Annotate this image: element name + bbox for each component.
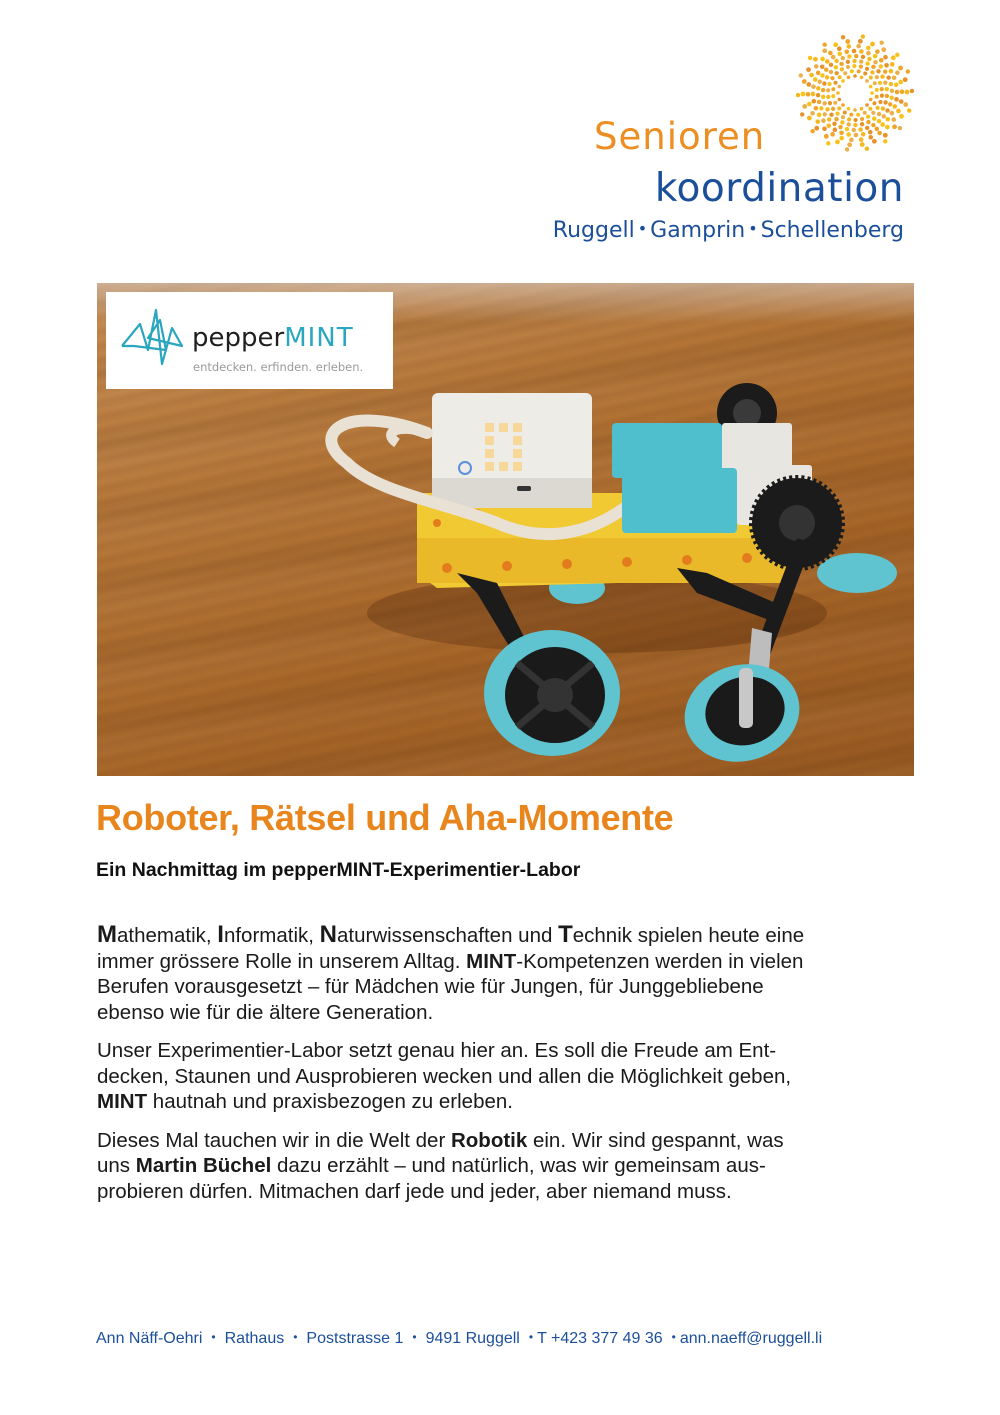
bold-mint: MINT — [97, 1090, 148, 1113]
separator-dot: • — [293, 1330, 298, 1344]
contact-name: Ann Näff-Oehri — [96, 1330, 203, 1347]
text-line — [97, 922, 927, 949]
peppermint-wordmark — [192, 325, 354, 351]
text-span: -Kompetenzen werden in vielen — [516, 949, 804, 973]
text-span: uns — [97, 1154, 136, 1177]
article-body — [97, 922, 927, 1217]
text-span: ein. Wir sind gespannt, was — [527, 1128, 784, 1152]
paragraph-lab-description — [97, 1038, 927, 1115]
text-span: immer grössere Rolle in unserem Alltag. — [97, 949, 467, 973]
separator-dot: • — [211, 1330, 216, 1344]
text-span: nformatik, — [223, 924, 320, 947]
separator-dot: • — [748, 219, 758, 238]
text-span: aturwissenschaften und — [337, 924, 559, 947]
initial-m: M — [97, 921, 117, 948]
text-line: decken, Staunen und Ausprobieren wecken und allen die Möglichkeit geben, — [97, 1064, 792, 1088]
text-span: athematik, — [117, 924, 218, 947]
separator-dot: • — [671, 1330, 676, 1344]
contact-footer — [96, 1331, 822, 1347]
paragraph-mint-intro — [97, 922, 927, 1025]
text-line — [97, 949, 927, 975]
robot-photo — [97, 283, 914, 776]
contact-phone[interactable]: T +423 377 49 36 — [537, 1330, 663, 1347]
contact-building: Rathaus — [224, 1330, 285, 1347]
text-line: Unser Experimentier-Labor setzt genau hier an. Es soll die Freude am Ent- — [97, 1039, 777, 1062]
separator-dot: • — [637, 219, 648, 238]
wordmark-pepper: pepper — [192, 323, 285, 353]
separator-dot: • — [528, 1330, 534, 1344]
logo-text-senioren: Senioren — [594, 115, 766, 158]
text-line: ebenso wie für die ältere Generation. — [97, 1000, 434, 1024]
text-line: Berufen vorausgesetzt – für Mädchen wie für Jungen, für Junggebliebene — [97, 975, 764, 998]
logo-text-koordination: koordination — [654, 166, 904, 211]
municipality-ruggell: Ruggell — [552, 218, 635, 243]
article-title: Roboter, Rätsel und Aha-Momente — [96, 797, 674, 838]
text-line — [97, 1153, 927, 1179]
peppermint-tagline: entdecken. erfinden. erleben. — [193, 360, 364, 374]
initial-t: T — [558, 921, 573, 948]
bold-robotik: Robotik — [450, 1128, 528, 1152]
initial-n: N — [319, 921, 337, 948]
peppermint-zigzag-icon — [120, 306, 186, 368]
wordmark-mint: MINT — [284, 323, 354, 353]
contact-city: 9491 Ruggell — [425, 1330, 520, 1347]
article-subtitle: Ein Nachmittag im pepperMINT-Experimentier-Labor — [96, 859, 581, 881]
paragraph-robotics — [97, 1128, 927, 1205]
logo-municipalities — [553, 220, 904, 242]
contact-street: Poststrasse 1 — [306, 1330, 404, 1347]
initial-i: I — [217, 921, 224, 948]
bold-speaker-name: Martin Büchel — [135, 1154, 272, 1177]
peppermint-logo-box — [106, 292, 393, 389]
text-line: probieren dürfen. Mitmachen darf jede und jeder, aber niemand muss. — [97, 1179, 732, 1203]
text-line — [97, 1089, 927, 1115]
separator-dot: • — [412, 1330, 417, 1344]
municipality-gamprin: Gamprin — [650, 218, 746, 243]
text-span: dazu erzählt – und natürlich, was wir gemeinsam aus- — [271, 1154, 766, 1177]
bold-mint: MINT — [466, 949, 517, 973]
contact-email-link[interactable]: ann.naeff@ruggell.li — [679, 1330, 823, 1347]
municipality-schellenberg: Schellenberg — [760, 218, 904, 243]
text-span: hautnah und praxisbezogen zu erleben. — [147, 1090, 513, 1113]
text-span: echnik spielen heute eine — [572, 924, 805, 947]
sun-dots-icon — [795, 33, 915, 153]
text-line — [97, 1128, 927, 1154]
text-span: Dieses Mal tauchen wir in die Welt der — [97, 1128, 451, 1152]
